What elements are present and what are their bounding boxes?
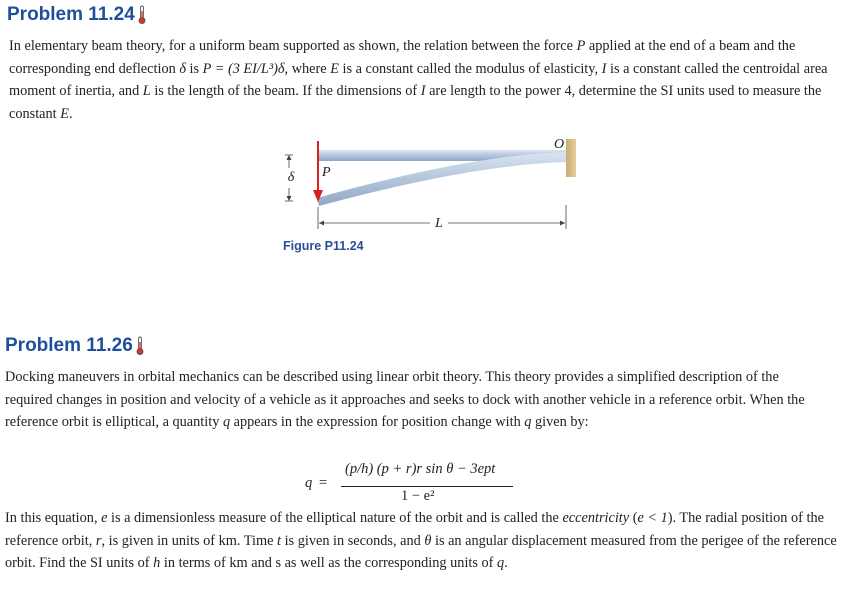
equation-numerator: (p/h) (p + r)r sin θ − 3ept xyxy=(345,461,496,477)
equation-lhs: q xyxy=(305,475,313,491)
problem-11-26-explanation: In this equation, e is a dimensionless measure of the elliptical nature of the orbit and is called the eccentricity (e < 1). The radial position of the reference orbit, r, is given in units of km. Time t is given in seconds, and θ is an angular displacement measured from the perigee of the reference orbit. Find the SI units of h in terms of km and s as well as the corresponding units of q. xyxy=(5,510,837,572)
problem-11-24-statement: In elementary beam theory, for a uniform beam supported as shown, the relation between the force P applied at the end of a beam and the corresponding end deflection δ is P = (3 EI/L³)δ, where E is a constant called the modulus of elasticity, I is a constant called the centroidal area moment of inertia, and L is the length of the beam. If the dimensions of I are length to the power 4, determine the SI units used to measure the constant E. xyxy=(9,38,828,122)
figure-caption: Figure P11.24 xyxy=(283,239,364,253)
origin-label: O xyxy=(554,137,565,152)
problem-11-26-title xyxy=(5,335,144,357)
fraction-bar xyxy=(341,486,513,487)
length-label: L xyxy=(435,216,443,231)
thermometer-icon xyxy=(136,336,144,356)
problem-11-24-title xyxy=(7,4,146,26)
equation-equals: = xyxy=(319,475,328,491)
beam-formula: P = (3 EI/L³)δ xyxy=(202,60,285,77)
delta-label: δ xyxy=(287,170,295,185)
problem-title-text: Problem 11.26 xyxy=(5,335,133,356)
equation-denominator: 1 − e² xyxy=(401,488,435,504)
q-equation xyxy=(305,461,525,507)
thermometer-icon xyxy=(138,5,146,25)
force-label: P xyxy=(322,165,331,180)
eccentricity-term: eccentricity xyxy=(562,510,630,526)
problem-title-text: Problem 11.24 xyxy=(7,4,135,25)
wall-support xyxy=(566,139,576,177)
beam-figure xyxy=(270,135,590,240)
problem-11-26-intro: Docking maneuvers in orbital mechanics can be described using linear orbit theory. This theory provides a simplified description of the required changes in position and velocity of a vehicle as it approaches and seeks to dock with another vehicle in a reference orbit. When the reference orbit is elliptical, a quantity q appears in the expression for position change with q given by: xyxy=(5,369,805,431)
